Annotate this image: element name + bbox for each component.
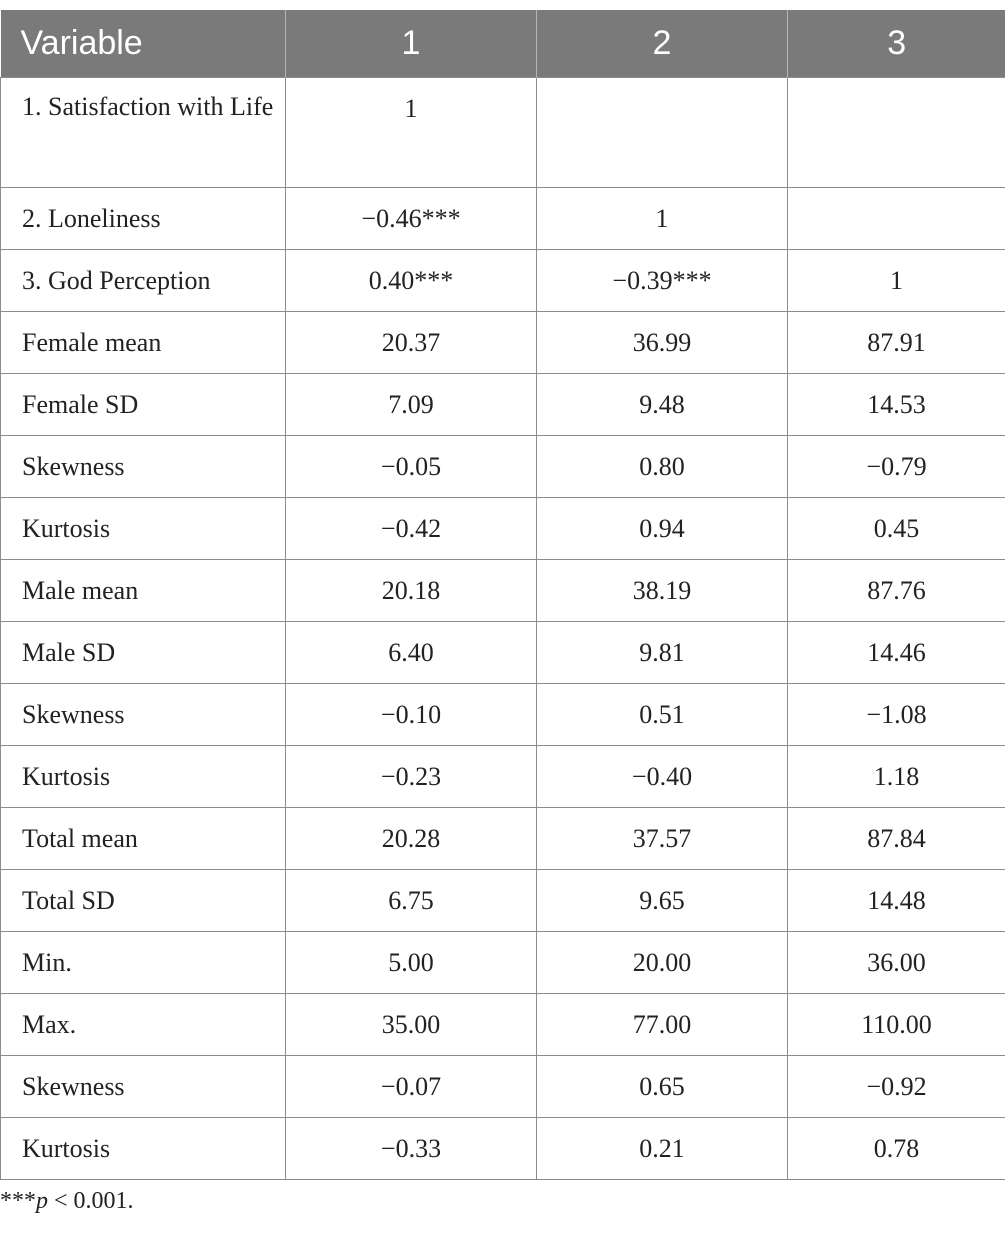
cell-value: 6.40	[286, 622, 537, 684]
cell-value: −0.07	[286, 1056, 537, 1118]
row-label: 2. Loneliness	[1, 188, 286, 250]
table-row	[1, 870, 1005, 932]
row-label: Skewness	[1, 436, 286, 498]
cell-value: 0.80	[537, 436, 788, 498]
table-row	[1, 994, 1005, 1056]
cell-value: 35.00	[286, 994, 537, 1056]
row-label: Total mean	[1, 808, 286, 870]
cell-value: 0.51	[537, 684, 788, 746]
row-label: Kurtosis	[1, 1118, 286, 1180]
table-row	[1, 188, 1005, 250]
row-label: Male SD	[1, 622, 286, 684]
row-label: Kurtosis	[1, 746, 286, 808]
cell-value: −1.08	[788, 684, 1005, 746]
cell-value: 87.76	[788, 560, 1005, 622]
table-row	[1, 498, 1005, 560]
header-col-1: 1	[286, 10, 537, 78]
cell-value	[537, 78, 788, 188]
row-label: Min.	[1, 932, 286, 994]
table-row	[1, 250, 1005, 312]
descriptive-statistics-table-container	[0, 10, 1005, 1180]
table-row	[1, 1056, 1005, 1118]
table-row	[1, 746, 1005, 808]
cell-value: 36.00	[788, 932, 1005, 994]
header-col-2: 2	[537, 10, 788, 78]
cell-value: 20.18	[286, 560, 537, 622]
row-label: Skewness	[1, 684, 286, 746]
cell-value: 0.94	[537, 498, 788, 560]
table-row	[1, 1118, 1005, 1180]
table-footnote	[0, 1188, 134, 1215]
cell-value: −0.79	[788, 436, 1005, 498]
cell-value: −0.42	[286, 498, 537, 560]
cell-value: 37.57	[537, 808, 788, 870]
cell-value: 0.65	[537, 1056, 788, 1118]
row-label: Total SD	[1, 870, 286, 932]
cell-value: 7.09	[286, 374, 537, 436]
row-label: 1. Satisfaction with Life	[1, 78, 286, 188]
table-row	[1, 622, 1005, 684]
cell-value: 36.99	[537, 312, 788, 374]
cell-value: 5.00	[286, 932, 537, 994]
cell-value: 77.00	[537, 994, 788, 1056]
cell-value: 20.37	[286, 312, 537, 374]
header-variable: Variable	[1, 10, 286, 78]
cell-value	[788, 78, 1005, 188]
cell-value: 9.81	[537, 622, 788, 684]
header-col-3: 3	[788, 10, 1005, 78]
cell-value: 87.84	[788, 808, 1005, 870]
cell-value: 9.48	[537, 374, 788, 436]
cell-value: −0.05	[286, 436, 537, 498]
footnote-stars: ***	[0, 1188, 36, 1214]
cell-value: −0.23	[286, 746, 537, 808]
cell-value: 20.00	[537, 932, 788, 994]
cell-value: 1.18	[788, 746, 1005, 808]
table-row	[1, 374, 1005, 436]
cell-value: 38.19	[537, 560, 788, 622]
cell-value: 14.53	[788, 374, 1005, 436]
table-row	[1, 312, 1005, 374]
row-label: Kurtosis	[1, 498, 286, 560]
cell-value: −0.10	[286, 684, 537, 746]
table-row	[1, 932, 1005, 994]
cell-value: −0.46***	[286, 188, 537, 250]
table-row	[1, 436, 1005, 498]
cell-value: −0.92	[788, 1056, 1005, 1118]
row-label: Skewness	[1, 1056, 286, 1118]
cell-value: 0.40***	[286, 250, 537, 312]
cell-value: 9.65	[537, 870, 788, 932]
table-row	[1, 78, 1005, 188]
cell-value: 14.46	[788, 622, 1005, 684]
row-label: Female SD	[1, 374, 286, 436]
row-label: Male mean	[1, 560, 286, 622]
cell-value: 0.78	[788, 1118, 1005, 1180]
cell-value: −0.33	[286, 1118, 537, 1180]
cell-value: 1	[788, 250, 1005, 312]
row-label: Female mean	[1, 312, 286, 374]
table-row	[1, 808, 1005, 870]
cell-value: 87.91	[788, 312, 1005, 374]
cell-value: 1	[286, 78, 537, 188]
footnote-p: p	[36, 1188, 48, 1214]
cell-value: 20.28	[286, 808, 537, 870]
row-label: 3. God Perception	[1, 250, 286, 312]
footnote-threshold: < 0.001.	[48, 1188, 134, 1214]
cell-value: 0.45	[788, 498, 1005, 560]
cell-value: 0.21	[537, 1118, 788, 1180]
header-row	[1, 10, 1005, 78]
cell-value: 6.75	[286, 870, 537, 932]
cell-value	[788, 188, 1005, 250]
correlation-table	[0, 10, 1005, 1180]
table-row	[1, 560, 1005, 622]
cell-value: −0.40	[537, 746, 788, 808]
cell-value: 1	[537, 188, 788, 250]
cell-value: 110.00	[788, 994, 1005, 1056]
cell-value: 14.48	[788, 870, 1005, 932]
cell-value: −0.39***	[537, 250, 788, 312]
row-label: Max.	[1, 994, 286, 1056]
table-row	[1, 684, 1005, 746]
